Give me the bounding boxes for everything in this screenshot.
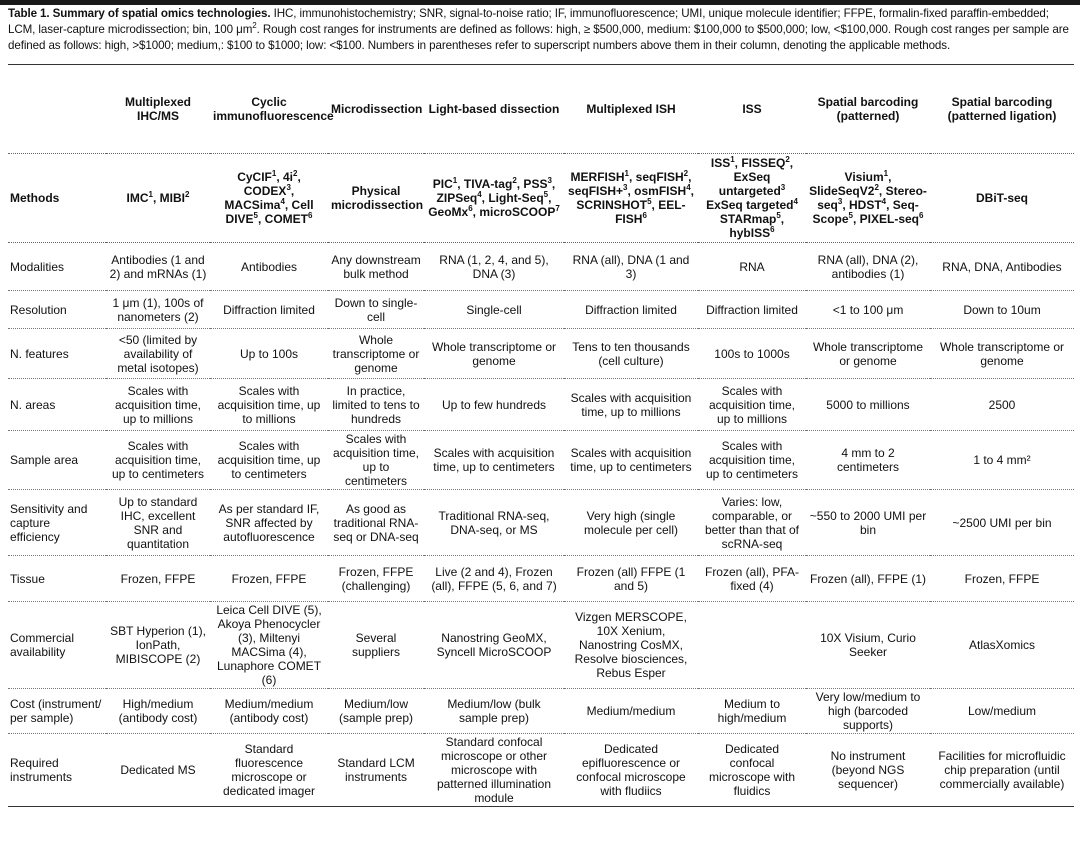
table-cell: Traditional RNA-seq, DNA-seq, or MS <box>424 490 564 556</box>
table-cell: Scales with acquisition time, up to centimeters <box>106 431 210 490</box>
method-ref: 2 <box>785 155 790 164</box>
method-name: Visium <box>844 170 884 184</box>
method-ref: 5 <box>848 211 853 220</box>
table-cell: RNA (all), DNA (2), antibodies (1) <box>806 243 930 291</box>
table-cell: 1 to 4 mm² <box>930 431 1074 490</box>
method-ref: 2 <box>185 190 190 199</box>
method-ref: 2 <box>874 183 879 192</box>
col-header-light-dissection: Light-based dissection <box>424 65 564 154</box>
row-label: Tissue <box>8 556 106 602</box>
top-rule <box>0 0 1080 5</box>
method-ref: 3 <box>837 197 843 206</box>
method-name: , EEL-FISH <box>615 198 686 226</box>
table-cell: Facilities for microfluidic chip preparation (until commercially available) <box>930 734 1074 807</box>
method-ref: 3 <box>780 183 786 192</box>
table-cell: RNA (all), DNA (1 and 3) <box>564 243 698 291</box>
table-cell: 100s to 1000s <box>698 329 806 379</box>
method-ref: 5 <box>776 211 781 220</box>
table-cell: Frozen (all), FFPE (1) <box>806 556 930 602</box>
method-name: CyCIF <box>237 170 272 184</box>
col-header-iss: ISS <box>698 65 806 154</box>
method-name: , GeoMx <box>428 191 552 219</box>
method-ref: 2 <box>683 169 689 178</box>
table-cell: Scales with acquisition time, up to centimeters <box>328 431 424 490</box>
table-cell: Down to 10um <box>930 291 1074 329</box>
method-ref: 7 <box>555 204 560 213</box>
table-cell: Varies: low, comparable, or better than that of scRNA-seq <box>698 490 806 556</box>
method-name: , seqFISH+ <box>568 170 692 198</box>
table-caption <box>8 6 1074 54</box>
method-name: , MACSima <box>224 184 295 212</box>
table-cell: Diffraction limited <box>698 291 806 329</box>
table-cell: As per standard IF, SNR affected by autofluorescence <box>210 490 328 556</box>
method-ref: 4 <box>477 190 482 199</box>
table-row <box>8 689 1074 734</box>
method-ref: 6 <box>642 211 647 220</box>
method-name: , microSCOOP <box>472 205 556 219</box>
method-ref: 5 <box>253 211 258 220</box>
table-cell: Standard fluorescence microscope or dedicated imager <box>210 734 328 807</box>
method-name: STARmap <box>719 212 777 226</box>
table-cell: 1 μm (1), 100s of nanometers (2) <box>106 291 210 329</box>
table-cell: Very low/medium to high (barcoded supports) <box>806 689 930 734</box>
row-label: Commercial availability <box>8 602 106 689</box>
table-cell: Antibodies <box>210 243 328 291</box>
table-cell: Medium/medium <box>564 689 698 734</box>
method-name: , HDST <box>842 198 882 212</box>
table-cell: Dedicated epifluorescence or confocal microscope with fludiics <box>564 734 698 807</box>
method-name: , PSS <box>516 177 548 191</box>
method-ref: 4 <box>280 197 285 206</box>
method-name: , osmFISH <box>627 184 687 198</box>
methods-cell <box>106 154 210 243</box>
method-name: , PIXEL-seq <box>852 212 920 226</box>
col-header-multiplexed-ish: Multiplexed ISH <box>564 65 698 154</box>
method-ref: 5 <box>647 197 652 206</box>
table-body <box>8 243 1074 807</box>
table-cell: Live (2 and 4), Frozen (all), FFPE (5, 6, and 7) <box>424 556 564 602</box>
row-label: Cost (instrument/ per sample) <box>8 689 106 734</box>
table-cell: Single-cell <box>424 291 564 329</box>
table-cell: Scales with acquisition time, up to millions <box>698 379 806 431</box>
table-cell: Whole transcriptome or genome <box>806 329 930 379</box>
table-cell: Whole transcriptome or genome <box>930 329 1074 379</box>
method-ref: 1 <box>730 155 735 164</box>
table-cell: Several suppliers <box>328 602 424 689</box>
caption-text-pre: IHC, immunohistochemistry; SNR, signal-to-noise ratio; IF, immunofluorescence; UMI, unique molecule identifier; FFPE, formalin-fixed paraffin-embedded; LCM, laser-capture microdissection; bin, 100 μm <box>8 7 1049 36</box>
method-ref: 1 <box>271 169 277 178</box>
table-cell: Frozen (all) FFPE (1 and 5) <box>564 556 698 602</box>
method-ref: 4 <box>793 197 798 206</box>
table-cell: AtlasXomics <box>930 602 1074 689</box>
table-cell: Scales with acquisition time, up to centimeters <box>210 431 328 490</box>
method-name: ISS <box>710 156 731 170</box>
table-cell: Up to few hundreds <box>424 379 564 431</box>
table-row <box>8 556 1074 602</box>
table-cell: Medium/low (bulk sample prep) <box>424 689 564 734</box>
table-row <box>8 602 1074 689</box>
table-cell: Standard LCM instruments <box>328 734 424 807</box>
table-row <box>8 431 1074 490</box>
method-name: , seqFISH <box>628 170 684 184</box>
method-ref: 2 <box>512 176 517 185</box>
caption-text-post: . Rough cost ranges for instruments are defined as follows: high, ≥ $500,000, medium: $100,000 to $500,000; low, <$100,000. Rough cost ranges per sample are defined as follows: high, >$1000; medium,: $100 to $1000; low: <$100. Numbers in parentheses refer to superscript numbers above them in their column, denoting the applicable methods. <box>8 23 1069 52</box>
method-name: MERFISH <box>570 170 625 184</box>
method-ref: 1 <box>452 176 458 185</box>
method-name: , Seq-Scope <box>812 198 919 226</box>
table-cell: ~550 to 2000 UMI per bin <box>806 490 930 556</box>
method-ref: 4 <box>686 183 691 192</box>
table-cell: Medium to high/medium <box>698 689 806 734</box>
table-cell: Frozen, FFPE <box>930 556 1074 602</box>
methods-cell <box>564 154 698 243</box>
table-cell: Medium/low (sample prep) <box>328 689 424 734</box>
table-cell: Scales with acquisition time, up to millions <box>564 379 698 431</box>
method-ref: 3 <box>547 176 552 185</box>
table-cell: Scales with acquisition time, up to millions <box>210 379 328 431</box>
methods-cell <box>328 154 424 243</box>
table-row <box>8 734 1074 807</box>
method-name: , CODEX <box>243 170 301 198</box>
methods-cell <box>210 154 328 243</box>
methods-cell <box>424 154 564 243</box>
table-cell: Diffraction limited <box>564 291 698 329</box>
table-cell: Medium/medium (antibody cost) <box>210 689 328 734</box>
table-row <box>8 243 1074 291</box>
table-cell: 2500 <box>930 379 1074 431</box>
row-label: Required instruments <box>8 734 106 807</box>
table-cell: 10X Visium, Curio Seeker <box>806 602 930 689</box>
table-cell: Any downstream bulk method <box>328 243 424 291</box>
col-header-barcoding-ligation: Spatial barcoding (patterned ligation) <box>930 65 1074 154</box>
caption-title: Table 1. Summary of spatial omics technologies. <box>8 7 271 20</box>
summary-table <box>8 64 1074 807</box>
table-cell: SBT Hyperion (1), IonPath, MIBISCOPE (2) <box>106 602 210 689</box>
table-cell: Very high (single molecule per cell) <box>564 490 698 556</box>
caption-sup: 2 <box>252 21 257 31</box>
method-name: Physical microdissection <box>331 184 424 212</box>
method-name: , Light-Seq <box>481 191 544 205</box>
table-cell: <50 (limited by availability of metal isotopes) <box>106 329 210 379</box>
method-name: , 4i <box>276 170 293 184</box>
method-ref: 3 <box>623 183 628 192</box>
table-cell: As good as traditional RNA-seq or DNA-seq <box>328 490 424 556</box>
table-cell: Leica Cell DIVE (5), Akoya Phenocycler (3), Miltenyi MACSima (4), Lunaphore COMET (6) <box>210 602 328 689</box>
method-ref: 6 <box>308 211 313 220</box>
table-cell: Frozen (all), PFA-fixed (4) <box>698 556 806 602</box>
table-row <box>8 379 1074 431</box>
method-name: , Stereo-seq <box>817 184 927 212</box>
table-cell: Up to 100s <box>210 329 328 379</box>
row-label: Resolution <box>8 291 106 329</box>
corner-cell <box>8 65 106 154</box>
table-cell: Whole transcriptome or genome <box>424 329 564 379</box>
table-cell: Dedicated confocal microscope with fluidics <box>698 734 806 807</box>
method-ref: 6 <box>919 211 924 220</box>
table-cell: <1 to 100 μm <box>806 291 930 329</box>
table-cell: Antibodies (1 and 2) and mRNAs (1) <box>106 243 210 291</box>
column-header-row <box>8 65 1074 154</box>
table-cell <box>698 602 806 689</box>
table-cell: Down to single-cell <box>328 291 424 329</box>
table-cell: ~2500 UMI per bin <box>930 490 1074 556</box>
table-cell: Up to standard IHC, excellent SNR and quantitation <box>106 490 210 556</box>
table-cell: Scales with acquisition time, up to millions <box>106 379 210 431</box>
method-name: , ZIPSeq <box>436 177 556 205</box>
row-label: Modalities <box>8 243 106 291</box>
table-row <box>8 490 1074 556</box>
table-cell: Frozen, FFPE <box>106 556 210 602</box>
row-label: N. features <box>8 329 106 379</box>
method-ref: 6 <box>468 204 473 213</box>
table-cell: Whole transcriptome or genome <box>328 329 424 379</box>
methods-cell <box>930 154 1074 243</box>
col-header-microdissection: Microdissection <box>328 65 424 154</box>
table-cell: In practice, limited to tens to hundreds <box>328 379 424 431</box>
col-header-ihc-ms: Multiplexed IHC/MS <box>106 65 210 154</box>
method-name: ExSeq targeted <box>706 198 794 212</box>
method-ref: 4 <box>881 197 887 206</box>
method-ref: 1 <box>624 169 629 178</box>
method-name: , MIBI <box>153 191 185 205</box>
table-row <box>8 329 1074 379</box>
table-cell: Scales with acquisition time, up to centimeters <box>698 431 806 490</box>
col-header-barcoding-patterned: Spatial barcoding (patterned) <box>806 65 930 154</box>
table-cell: Low/medium <box>930 689 1074 734</box>
table-cell: Vizgen MERSCOPE, 10X Xenium, Nanostring CosMX, Resolve biosciences, Rebus Esper <box>564 602 698 689</box>
col-header-cyclic-if: Cyclic immunofluorescence <box>210 65 328 154</box>
table-cell: Frozen, FFPE (challenging) <box>328 556 424 602</box>
methods-row <box>8 154 1074 243</box>
methods-label: Methods <box>8 154 106 243</box>
table-cell: Diffraction limited <box>210 291 328 329</box>
method-name: , SlideSeqV2 <box>809 170 892 198</box>
method-ref: 3 <box>286 183 291 192</box>
method-name: , TIVA-tag <box>457 177 513 191</box>
methods-cell <box>698 154 806 243</box>
method-name: , ExSeq untargeted <box>718 156 794 198</box>
table-cell: Dedicated MS <box>106 734 210 807</box>
method-name: IMC <box>126 191 149 205</box>
table-cell: Standard confocal microscope or other microscope with patterned illumination module <box>424 734 564 807</box>
table-cell: Frozen, FFPE <box>210 556 328 602</box>
method-name: , COMET <box>258 212 308 226</box>
method-name: DBiT-seq <box>975 191 1028 205</box>
method-ref: 6 <box>770 225 775 234</box>
row-label: N. areas <box>8 379 106 431</box>
method-ref: 2 <box>293 169 298 178</box>
table-cell: 5000 to millions <box>806 379 930 431</box>
table-cell: High/medium (antibody cost) <box>106 689 210 734</box>
table-cell: Scales with acquisition time, up to centimeters <box>564 431 698 490</box>
method-name: , SCRINSHOT <box>576 184 694 212</box>
methods-cell <box>806 154 930 243</box>
table-cell: No instrument (beyond NGS sequencer) <box>806 734 930 807</box>
table-cell: Scales with acquisition time, up to centimeters <box>424 431 564 490</box>
method-name: , FISSEQ <box>734 156 786 170</box>
method-ref: 5 <box>543 190 549 199</box>
table-cell: RNA <box>698 243 806 291</box>
table-cell: RNA (1, 2, 4, and 5), DNA (3) <box>424 243 564 291</box>
method-ref: 1 <box>883 169 889 178</box>
row-label: Sample area <box>8 431 106 490</box>
table-cell: 4 mm to 2 centimeters <box>806 431 930 490</box>
table-cell: Nanostring GeoMX, Syncell MicroSCOOP <box>424 602 564 689</box>
table-cell: RNA, DNA, Antibodies <box>930 243 1074 291</box>
row-label: Sensitivity and capture efficiency <box>8 490 106 556</box>
method-name: PIC <box>432 177 453 191</box>
method-ref: 1 <box>148 190 153 199</box>
table-row <box>8 291 1074 329</box>
table-cell: Tens to ten thousands (cell culture) <box>564 329 698 379</box>
method-name: , hybISS <box>729 212 785 240</box>
method-name: , Cell DIVE <box>225 198 314 226</box>
